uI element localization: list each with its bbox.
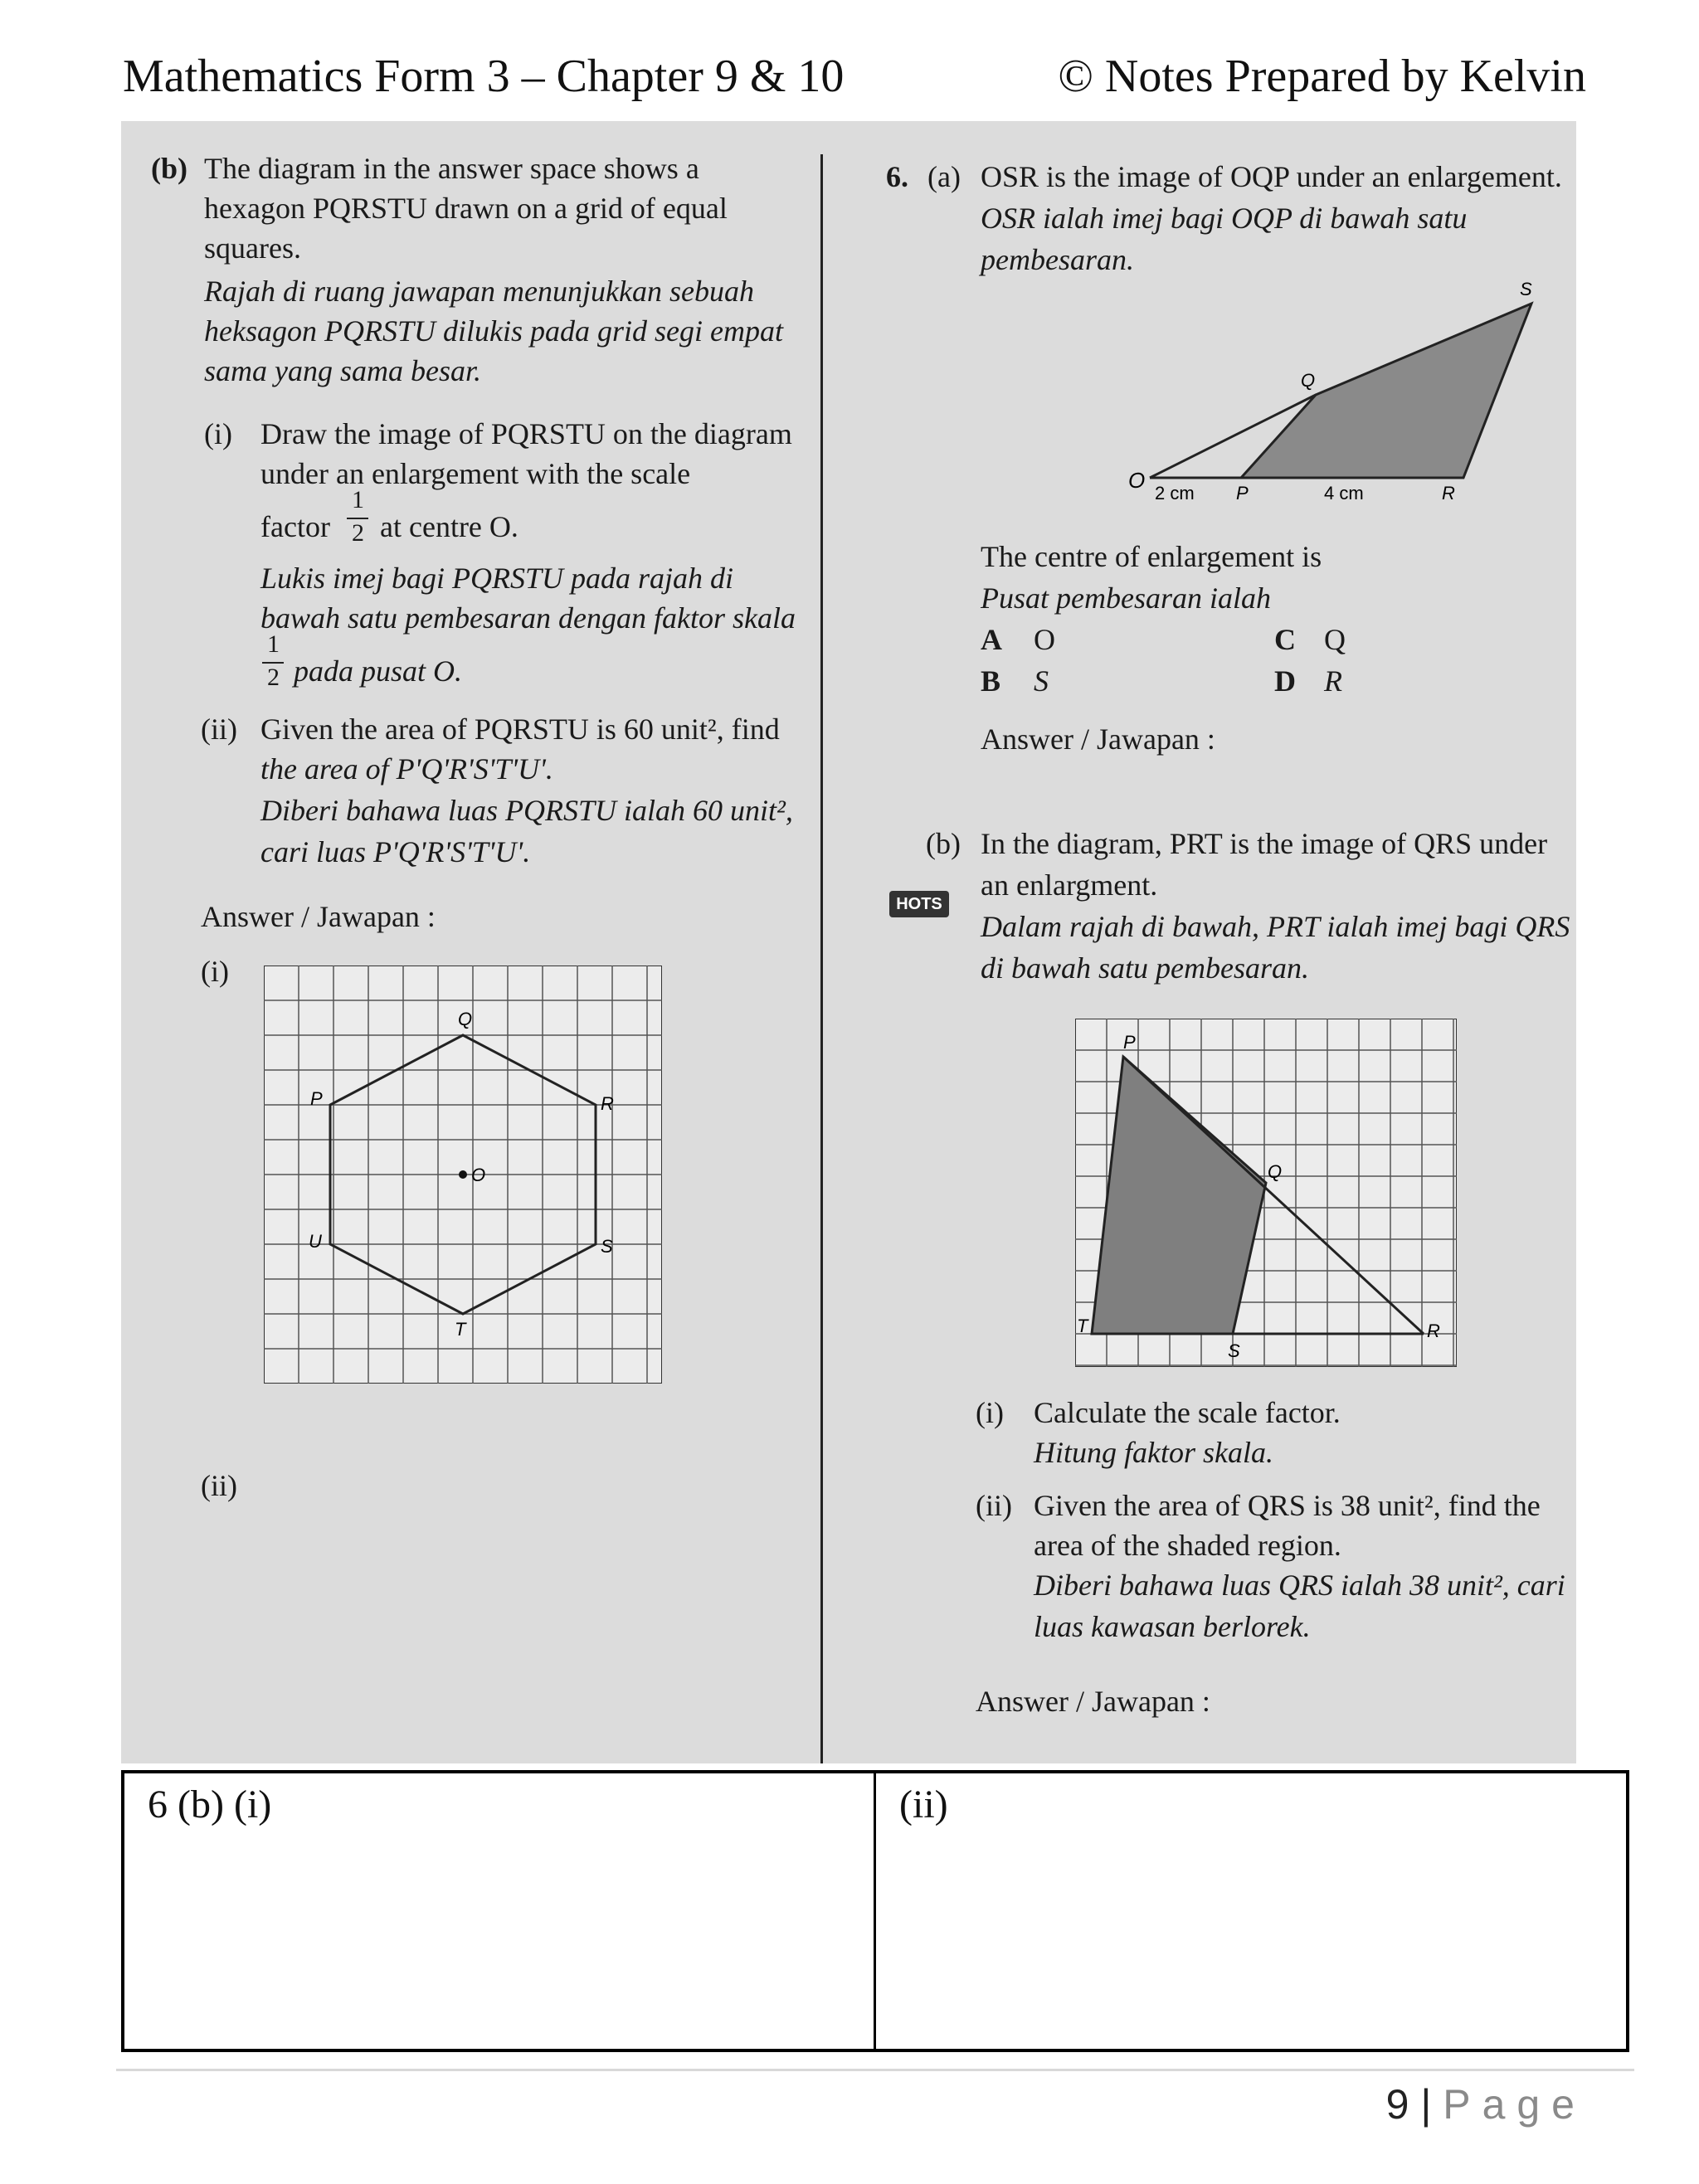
option-a-key: A [981, 623, 1002, 656]
grid-label-s: S [1228, 1340, 1240, 1361]
answer-label-6b: Answer / Jawapan : [976, 1685, 1210, 1718]
question-b-label: (b) [151, 152, 187, 185]
triangle-label-p: P [1236, 483, 1249, 503]
question-b-malay-2: heksagon PQRSTU dilukis pada grid segi empat [204, 314, 783, 348]
answer-ii-label: (ii) [201, 1469, 237, 1502]
grid-label-t: T [1077, 1316, 1088, 1336]
question-6a-label: (a) [927, 160, 961, 193]
question-6a-malay-2: pembesaran. [981, 243, 1134, 276]
header-title: Mathematics Form 3 – Chapter 9 & 10 [123, 51, 845, 102]
triangle-label-s: S [1520, 279, 1532, 299]
part-ii-malay-2: cari luas P'Q'R'S'T'U'. [260, 835, 531, 868]
part-i-text-2: under an enlargement with the scale [260, 457, 691, 490]
vertex-label-o: O [471, 1165, 486, 1185]
answer-i-label: (i) [201, 955, 229, 988]
shaded-triangle-region [1241, 304, 1531, 478]
grid-label-p: P [1123, 1032, 1136, 1053]
centre-point-o [459, 1170, 467, 1179]
footer-divider [116, 2069, 1634, 2071]
part-i-label: (i) [204, 417, 232, 450]
answer-table [121, 1770, 1629, 2052]
part-ii-text-2: the area of P'Q'R'S'T'U'. [260, 752, 553, 786]
triangle-grid-diagram [1075, 1019, 1457, 1367]
question-b-text-1: The diagram in the answer space shows a [204, 152, 699, 185]
part-ii-text-1: Given the area of PQRSTU is 60 unit², find [260, 713, 780, 746]
part-i-factor-denominator: 2 [352, 519, 364, 547]
option-c-value: Q [1324, 623, 1346, 656]
question-6b-text-2: an enlargment. [981, 868, 1158, 902]
part-i-factor-suffix: at centre O. [380, 510, 518, 543]
part-i-malay-denominator: 2 [267, 664, 280, 691]
centre-question-malay: Pusat pembesaran ialah [981, 581, 1271, 615]
vertex-label-s: S [601, 1236, 613, 1257]
part-6b-i-malay: Hitung faktor skala. [1034, 1436, 1273, 1469]
part-6b-i-label: (i) [976, 1396, 1004, 1429]
answer-cell-6b-i[interactable] [124, 1773, 876, 2049]
answer-cell-6b-ii[interactable] [876, 1773, 1626, 2049]
part-i-factor-numerator: 1 [352, 486, 364, 513]
question-6b-malay-1: Dalam rajah di bawah, PRT ialah imej bagi QRS [981, 910, 1570, 943]
question-6b-text-1: In the diagram, PRT is the image of QRS under [981, 827, 1548, 860]
part-6b-ii-malay-2: luas kawasan berlorek. [1034, 1610, 1311, 1643]
option-d-key: D [1274, 664, 1296, 698]
part-i-malay-2: bawah satu pembesaran dengan faktor skala [260, 601, 796, 635]
length-label-4cm: 4 cm [1324, 483, 1364, 503]
part-6b-ii-malay-1: Diberi bahawa luas QRS ialah 38 unit², cari [1034, 1569, 1565, 1602]
question-6a-text: OSR is the image of OQP under an enlargement. [981, 160, 1562, 193]
scanned-textbook-page [121, 121, 1576, 1763]
option-c-key: C [1274, 623, 1296, 656]
part-i-text-1: Draw the image of PQRSTU on the diagram [260, 417, 792, 450]
option-a-value: O [1034, 623, 1055, 656]
triangle-label-q: Q [1301, 370, 1316, 391]
question-6a-malay-1: OSR ialah imej bagi OQP di bawah satu [981, 202, 1468, 235]
part-i-factor-prefix: factor [260, 510, 330, 543]
column-divider [820, 154, 823, 1763]
answer-cell-label-right: (ii) [899, 1783, 948, 1826]
answer-cell-label-left: 6 (b) (i) [148, 1783, 272, 1826]
grid-label-q: Q [1268, 1161, 1283, 1182]
part-6b-ii-label: (ii) [976, 1489, 1012, 1522]
vertex-label-u: U [309, 1231, 322, 1252]
hexagon-grid-diagram [264, 966, 662, 1384]
triangle-label-r: R [1442, 483, 1455, 503]
part-6b-i-text: Calculate the scale factor. [1034, 1396, 1341, 1429]
enlargement-triangle-diagram [1117, 270, 1548, 528]
part-6b-ii-text-2: area of the shaded region. [1034, 1529, 1341, 1562]
vertex-label-p: P [310, 1088, 323, 1109]
part-6b-ii-text-1: Given the area of QRS is 38 unit², find the [1034, 1489, 1541, 1522]
vertex-label-r: R [601, 1093, 614, 1114]
page-number-value: 9 [1385, 2081, 1409, 2128]
question-b-text-2: hexagon PQRSTU drawn on a grid of equal [204, 192, 728, 225]
question-b-text-3: squares. [204, 231, 301, 265]
vertex-label-q: Q [458, 1009, 473, 1029]
page-word: Page [1443, 2081, 1586, 2128]
triangle-label-o: O [1128, 468, 1146, 493]
question-6b-malay-2: di bawah satu pembesaran. [981, 951, 1309, 985]
question-b-malay-3: sama yang sama besar. [204, 354, 482, 387]
part-i-malay-1: Lukis imej bagi PQRSTU pada rajah di [260, 562, 734, 595]
hots-badge: HOTS [889, 891, 949, 917]
option-d-value: R [1324, 664, 1342, 698]
centre-question: The centre of enlargement is [981, 540, 1322, 573]
question-6-label: 6. [886, 160, 908, 193]
question-6b-label: (b) [926, 827, 961, 860]
grid-label-r: R [1427, 1321, 1440, 1341]
part-i-malay-suffix: pada pusat O. [294, 654, 463, 688]
header-author: © Notes Prepared by Kelvin [1058, 51, 1586, 102]
length-label-2cm: 2 cm [1155, 483, 1195, 503]
answer-label-6a: Answer / Jawapan : [981, 722, 1215, 756]
option-b-value: S [1034, 664, 1049, 698]
option-b-key: B [981, 664, 1001, 698]
question-b-malay-1: Rajah di ruang jawapan menunjukkan sebuah [204, 275, 754, 308]
part-ii-malay-1: Diberi bahawa luas PQRSTU ialah 60 unit², [260, 794, 793, 827]
page-number [1386, 2080, 1586, 2128]
answer-label-left: Answer / Jawapan : [201, 900, 436, 933]
part-i-malay-numerator: 1 [267, 630, 280, 658]
page-number-separator: | [1420, 2081, 1432, 2128]
vertex-label-t: T [455, 1319, 466, 1340]
part-ii-label: (ii) [201, 713, 237, 746]
